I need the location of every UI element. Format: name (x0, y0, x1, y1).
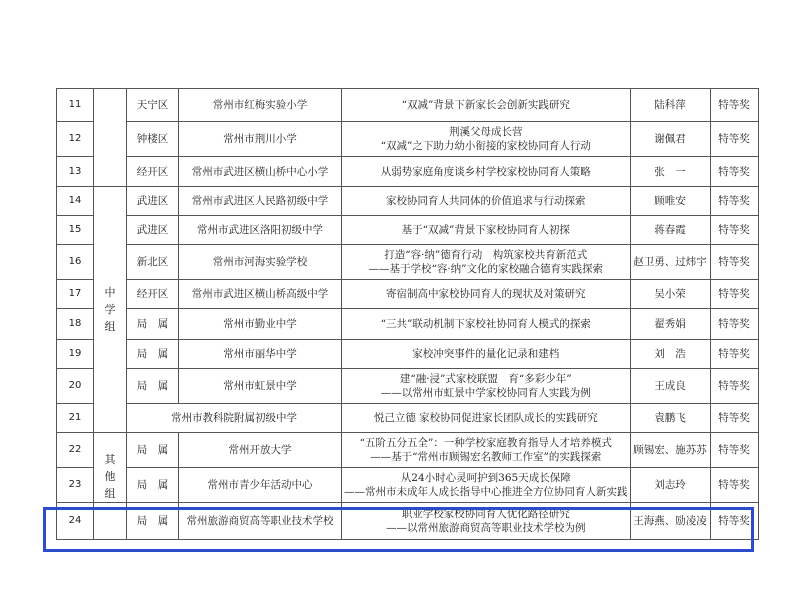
project-title-line: 从24小时心灵呵护到365天成长保障 (400, 472, 571, 484)
project-cell (342, 369, 631, 404)
row-number-cell: 16 (57, 245, 94, 280)
award-cell: 特等奖 (710, 216, 758, 245)
project-title-line: ——基于学校“容·纳”文化的家校融合德育实践探索 (368, 263, 604, 275)
project-title-line: 寄宿制高中家校协同育人的现状及对策研究 (386, 288, 586, 300)
group-label-middle-school: 中 学 组 (94, 187, 127, 433)
school-cell: 常州市河海实验学校 (179, 245, 342, 280)
author-cell: 谢佩君 (630, 122, 710, 157)
project-title-line: “五阶五分五全”：一种学校家庭教育指导人才培养模式 (359, 437, 612, 449)
school-cell: 常州市勤业中学 (179, 309, 342, 340)
row-number-cell: 11 (57, 89, 94, 122)
project-cell (342, 122, 631, 157)
row-number-cell: 17 (57, 280, 94, 309)
project-cell (342, 245, 631, 280)
district-cell: 局 属 (127, 468, 179, 503)
project-cell (342, 157, 631, 187)
project-cell (342, 280, 631, 309)
project-title-line: ——以常州市虹景中学家校协同育人实践为例 (380, 387, 591, 399)
award-cell: 特等奖 (710, 280, 758, 309)
school-cell: 常州市青少年活动中心 (179, 468, 342, 503)
project-cell (342, 340, 631, 369)
table-row (57, 404, 759, 433)
highlight-box (43, 507, 754, 552)
group-cell-primary (94, 89, 127, 187)
author-cell: 陆科萍 (630, 89, 710, 122)
school-cell: 常州市武进区横山桥中心小学 (179, 157, 342, 187)
district-cell: 局 属 (127, 309, 179, 340)
school-cell: 常州旅游商贸高等职业技术学校 (179, 503, 342, 540)
school-cell: 常州市教科院附属初级中学 (127, 404, 342, 433)
award-cell: 特等奖 (710, 245, 758, 280)
author-cell: 顾唯安 (630, 187, 710, 216)
author-cell: 吴小荣 (630, 280, 710, 309)
table-row (57, 433, 759, 468)
award-cell: 特等奖 (710, 157, 758, 187)
district-cell: 经开区 (127, 157, 179, 187)
row-number-cell: 18 (57, 309, 94, 340)
school-cell: 常州市武进区人民路初级中学 (179, 187, 342, 216)
author-cell: 蒋春霞 (630, 216, 710, 245)
project-cell (342, 309, 631, 340)
project-title-line: 基于“双减”背景下家校协同育人初探 (401, 224, 570, 236)
award-table (56, 88, 759, 540)
row-number-cell: 20 (57, 369, 94, 404)
project-title-line: ——常州市未成年人成长指导中心推进全方位协同育人新实践 (344, 486, 628, 498)
author-cell: 刘志玲 (630, 468, 710, 503)
award-cell: 特等奖 (710, 468, 758, 503)
author-cell: 赵卫勇、过炜宇 (630, 245, 710, 280)
row-number-cell: 19 (57, 340, 94, 369)
row-number-cell: 24 (57, 503, 94, 540)
award-cell: 特等奖 (710, 122, 758, 157)
project-title-line: 建“融·浸”式家校联盟 育“多彩少年” (399, 373, 572, 385)
district-cell: 天宁区 (127, 89, 179, 122)
project-title-line: 家校冲突事件的量化记录和建档 (412, 348, 560, 360)
district-cell: 局 属 (127, 503, 179, 540)
project-title-line: “双减”背景下新家长会创新实践研究 (401, 99, 570, 111)
project-title-line: 悦己立德 家校协同促进家长团队成长的实践研究 (373, 412, 598, 424)
table-row (57, 216, 759, 245)
table-row (57, 309, 759, 340)
school-cell: 常州市武进区洛阳初级中学 (179, 216, 342, 245)
author-cell: 王海燕、励凌凌 (630, 503, 710, 540)
row-number-cell: 13 (57, 157, 94, 187)
project-title-line: 职业学校家校协同育人优化路径研究 (401, 508, 570, 520)
row-number-cell: 22 (57, 433, 94, 468)
author-cell: 袁鹏飞 (630, 404, 710, 433)
group-label-other: 其 他 组 (94, 433, 127, 503)
project-title-line: 从弱势家庭角度谈乡村学校家校协同育人策略 (380, 165, 591, 178)
project-title-line: “三共”联动机制下家校社协同育人模式的探索 (380, 318, 591, 330)
table-row (57, 187, 759, 216)
school-cell: 常州市丽华中学 (179, 340, 342, 369)
table-row (57, 468, 759, 503)
project-title-line: ——基于“常州市顾锡宏名教师工作室”的实践探索 (370, 451, 602, 463)
table-row (57, 369, 759, 404)
award-cell: 特等奖 (710, 369, 758, 404)
award-cell: 特等奖 (710, 503, 758, 540)
table-row (57, 280, 759, 309)
project-title-line: 打造“容·纳”德育行动 构筑家校共育新范式 (384, 249, 588, 261)
project-cell (342, 404, 631, 433)
school-cell: 常州市荆川小学 (179, 122, 342, 157)
award-list-document (56, 88, 759, 540)
author-cell: 张 一 (630, 157, 710, 187)
district-cell: 局 属 (127, 340, 179, 369)
award-cell: 特等奖 (710, 187, 758, 216)
project-title-line: 家校协同育人共同体的价值追求与行动探索 (386, 195, 586, 207)
author-cell: 王成良 (630, 369, 710, 404)
school-cell: 常州市红梅实验小学 (179, 89, 342, 122)
table-row (57, 245, 759, 280)
district-cell: 钟楼区 (127, 122, 179, 157)
district-cell: 武进区 (127, 216, 179, 245)
district-cell: 经开区 (127, 280, 179, 309)
table-row (57, 122, 759, 157)
project-cell (342, 89, 631, 122)
project-cell (342, 433, 631, 468)
project-title-line: 荆溪父母成长营 (449, 126, 523, 138)
district-cell: 局 属 (127, 433, 179, 468)
row-number-cell: 14 (57, 187, 94, 216)
project-cell (342, 216, 631, 245)
author-cell: 顾锡宏、施苏苏 (630, 433, 710, 468)
author-cell: 刘 浩 (630, 340, 710, 369)
project-title-line: ——以常州旅游商贸高等职业技术学校为例 (386, 522, 586, 534)
row-number-cell: 23 (57, 468, 94, 503)
award-cell: 特等奖 (710, 340, 758, 369)
table-row (57, 340, 759, 369)
table-row (57, 157, 759, 187)
award-cell: 特等奖 (710, 309, 758, 340)
district-cell: 新北区 (127, 245, 179, 280)
award-cell: 特等奖 (710, 404, 758, 433)
table-row (57, 89, 759, 122)
award-cell: 特等奖 (710, 89, 758, 122)
school-cell: 常州市武进区横山桥高级中学 (179, 280, 342, 309)
project-title-line: “双减”之下助力幼小衔接的家校协同育人行动 (380, 140, 591, 152)
district-cell: 局 属 (127, 369, 179, 404)
project-cell (342, 187, 631, 216)
award-cell: 特等奖 (710, 433, 758, 468)
row-number-cell: 15 (57, 216, 94, 245)
award-table-body (57, 89, 759, 540)
school-cell: 常州开放大学 (179, 433, 342, 468)
author-cell: 翟秀娟 (630, 309, 710, 340)
school-cell: 常州市虹景中学 (179, 369, 342, 404)
project-cell (342, 468, 631, 503)
row-number-cell: 21 (57, 404, 94, 433)
row-number-cell: 12 (57, 122, 94, 157)
district-cell: 武进区 (127, 187, 179, 216)
